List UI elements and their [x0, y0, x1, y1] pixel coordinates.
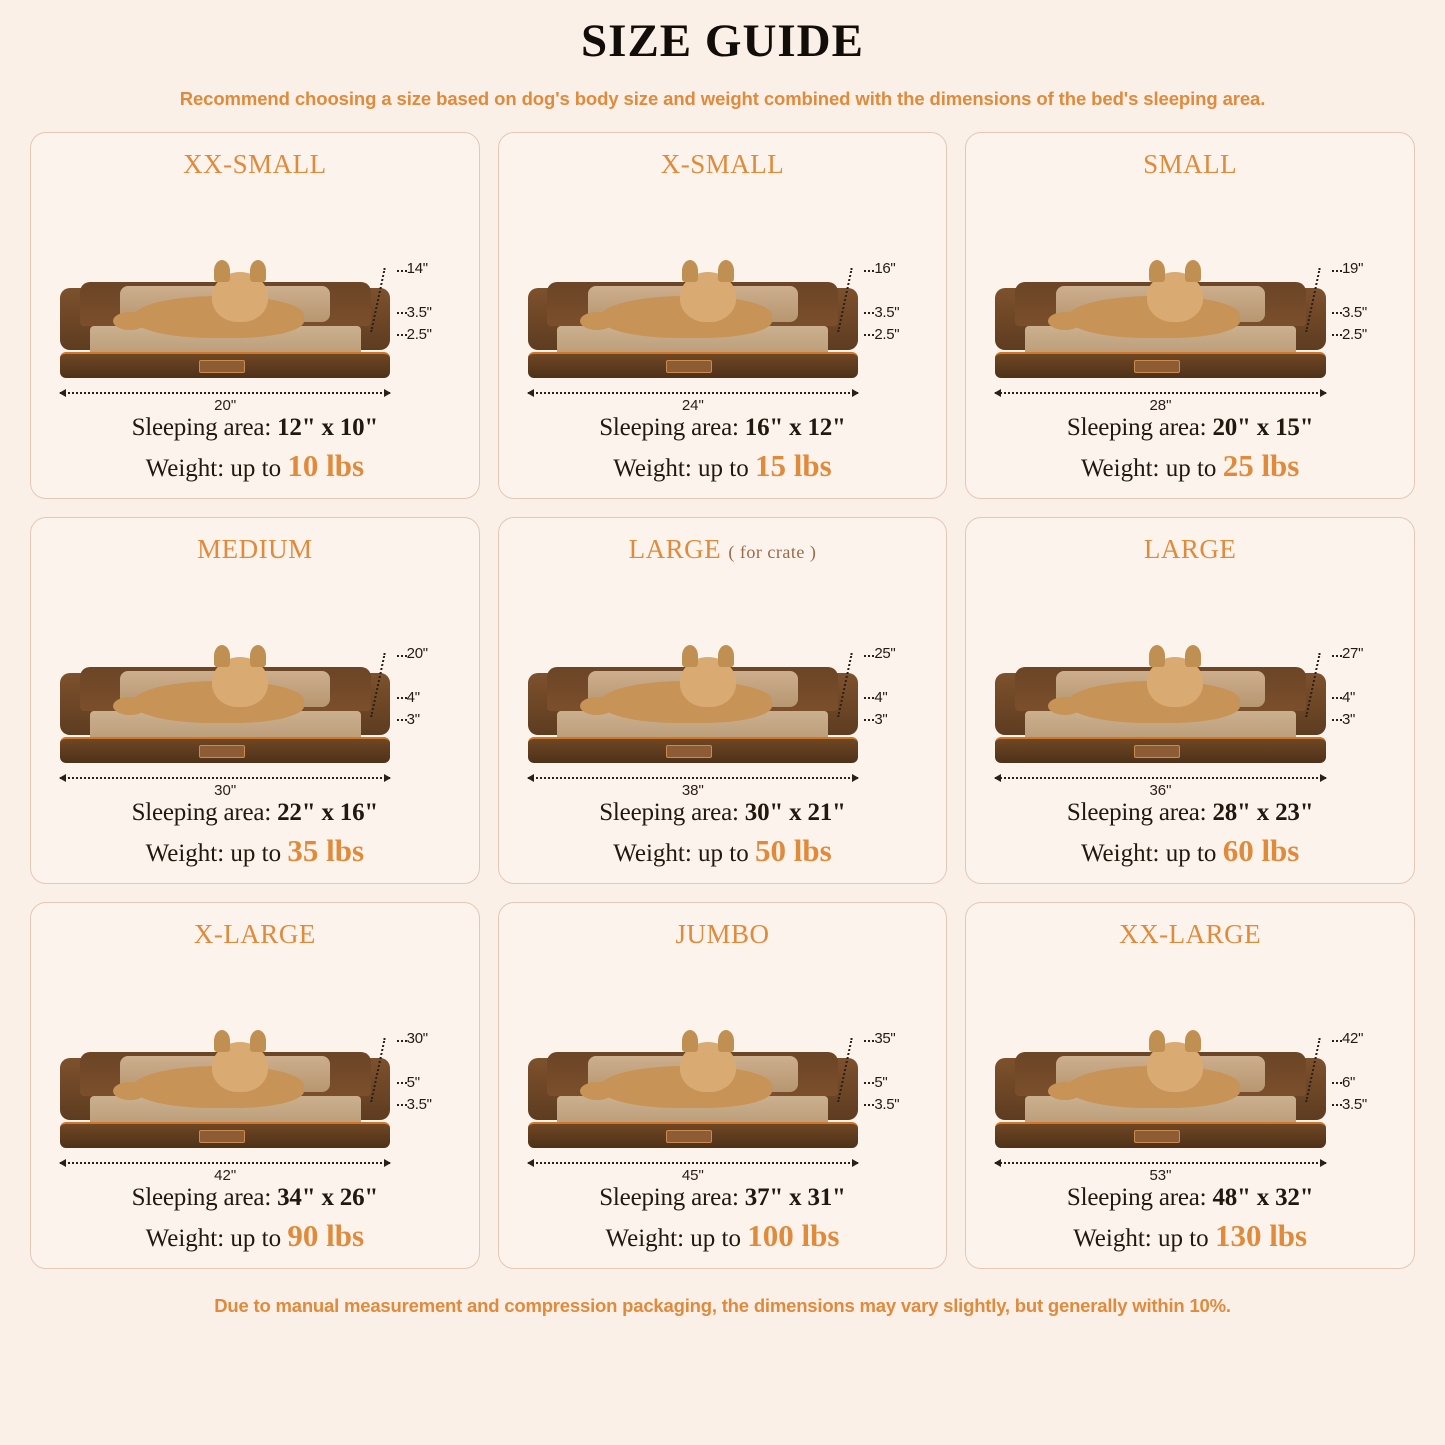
size-card: [965, 517, 1415, 884]
page-subtitle: Recommend choosing a size based on dog's body size and weight combined with the dimensions of the bed's sleeping area.: [179, 87, 1266, 109]
dimension-width-label: [528, 782, 858, 799]
bed-illustration: [43, 569, 467, 797]
animal-ear-left: [1149, 645, 1165, 667]
dimension-tick-mid: [1332, 312, 1342, 314]
animal-ear-right: [718, 645, 734, 667]
dimension-total-height: 30": [406, 1029, 428, 1047]
dimension-width-label: [60, 782, 390, 799]
dimension-width-label: [995, 782, 1325, 799]
height-dimensions: [369, 643, 465, 753]
bed-brand-tag: [199, 360, 245, 373]
size-card-title: [43, 534, 467, 565]
size-name: LARGE: [628, 533, 722, 564]
dimension-total-height: 25": [874, 644, 896, 662]
dog-bed-graphic: [528, 282, 858, 378]
weight-value: 10 lbs: [287, 447, 365, 483]
dimension-width-label: [60, 1167, 390, 1184]
weight-label: Weight: up to: [1080, 839, 1223, 867]
dimension-base-height: 3": [1341, 710, 1356, 728]
weight-label: Weight: up to: [605, 1224, 748, 1252]
animal-ear-right: [718, 1030, 734, 1052]
sleeping-area-label: Sleeping area:: [599, 413, 745, 441]
dimension-mid-height: 4": [406, 688, 420, 706]
bed-base: [995, 737, 1325, 763]
size-card-title: [43, 149, 467, 180]
bed-illustration: [43, 954, 467, 1182]
size-card-specs: [43, 799, 467, 869]
bed-brand-tag: [1134, 745, 1180, 758]
width-dimension-line: [528, 777, 858, 799]
dimension-tick-base: [1332, 719, 1342, 721]
dog-bed-graphic: [528, 1052, 858, 1148]
animal-ear-right: [250, 645, 266, 667]
weight-value: 35 lbs: [287, 832, 365, 868]
size-name: XX-LARGE: [1119, 918, 1262, 949]
weight-line: [511, 833, 935, 869]
animal-ear-right: [718, 260, 734, 282]
dimension-tick-base: [397, 334, 407, 336]
sleeping-area-label: Sleeping area:: [131, 1183, 278, 1211]
animal-head: [680, 272, 736, 322]
bed-illustration: [43, 184, 467, 412]
animal-ear-right: [250, 260, 266, 282]
dog-bed-graphic: [995, 667, 1325, 763]
dimension-mid-height: 5": [406, 1073, 420, 1091]
sleeping-area-line: [978, 799, 1402, 827]
dimension-mid-height: 3.5": [874, 303, 900, 321]
size-card-specs: [43, 414, 467, 484]
weight-label: Weight: up to: [1080, 454, 1223, 482]
dimension-total-height: 19": [1341, 259, 1364, 277]
dog-bed-graphic: [60, 282, 390, 378]
dimension-tick-mid: [864, 1082, 874, 1084]
dimension-tick-mid: [864, 697, 874, 699]
size-card-specs: [978, 1184, 1402, 1254]
animal-ear-right: [250, 1030, 266, 1052]
dimension-base-height: 2.5": [874, 325, 900, 343]
bed-base: [528, 1122, 858, 1148]
dimension-base-height: 2.5": [406, 325, 432, 343]
size-card-specs: [43, 1184, 467, 1254]
dimension-width-label: [528, 397, 858, 414]
animal-head: [212, 1042, 268, 1092]
animal-ear-left: [682, 645, 698, 667]
dimension-tick-total: [1332, 270, 1342, 272]
dimension-leader-line: [370, 268, 414, 332]
animal-head: [680, 1042, 736, 1092]
dimension-width-value: 38": [676, 782, 710, 799]
size-card: [498, 902, 948, 1269]
dimension-total-height: 27": [1341, 644, 1364, 662]
animal-head: [1147, 272, 1203, 322]
height-dimensions: [836, 258, 932, 368]
bed-brand-tag: [199, 745, 245, 758]
dimension-total-height: 16": [874, 259, 896, 277]
size-card: [30, 902, 480, 1269]
sleeping-area-label: Sleeping area:: [1066, 413, 1213, 441]
weight-value: 90 lbs: [287, 1217, 365, 1253]
sleeping-area-value: 12" x 10": [277, 413, 379, 441]
dimension-mid-height: 3.5": [406, 303, 432, 321]
animal-head: [212, 272, 268, 322]
dimension-width-label: [995, 1167, 1325, 1184]
sleeping-area-label: Sleeping area:: [1066, 1183, 1213, 1211]
size-card-specs: [978, 799, 1402, 869]
footer-note: Due to manual measurement and compression packaging, the dimensions may vary slightly, but generally within 10%.: [214, 1294, 1231, 1316]
width-dimension-line: [995, 777, 1325, 799]
animal-ear-right: [1185, 1030, 1201, 1052]
size-card: [498, 132, 948, 499]
bed-brand-tag: [666, 1130, 712, 1143]
sleeping-area-value: 22" x 16": [277, 798, 379, 826]
dimension-leader-line: [1305, 268, 1349, 332]
dimension-tick-base: [864, 334, 874, 336]
dimension-tick-base: [1332, 334, 1342, 336]
dimension-base-height: 3": [874, 710, 888, 728]
size-card-title: [511, 919, 935, 950]
weight-value: 130 lbs: [1214, 1217, 1308, 1253]
dimension-tick-mid: [397, 312, 407, 314]
dimension-width-value: 20": [208, 397, 242, 414]
height-dimensions: [1304, 258, 1400, 368]
width-dimension-line: [528, 392, 858, 414]
animal-head: [1147, 1042, 1203, 1092]
dimension-tick-total: [397, 1040, 407, 1042]
weight-value: 25 lbs: [1222, 447, 1300, 483]
dimension-total-height: 14": [406, 259, 428, 277]
dimension-total-height: 42": [1341, 1029, 1364, 1047]
dimension-tick-base: [397, 1104, 407, 1106]
sleeping-area-line: [511, 1184, 935, 1212]
size-card-specs: [511, 1184, 935, 1254]
animal-ear-left: [682, 260, 698, 282]
sleeping-area-line: [43, 414, 467, 442]
sleeping-area-label: Sleeping area:: [131, 413, 278, 441]
sleeping-area-value: 16" x 12": [744, 413, 846, 441]
dimension-width-value: 28": [1143, 397, 1177, 414]
size-card-title: [978, 534, 1402, 565]
width-dimension-line: [60, 777, 390, 799]
dimension-leader-line: [838, 1038, 882, 1102]
sleeping-area-line: [978, 414, 1402, 442]
size-card: [30, 517, 480, 884]
size-card: [498, 517, 948, 884]
dimension-total-height: 35": [874, 1029, 896, 1047]
dimension-leader-line: [1305, 653, 1349, 717]
weight-label: Weight: up to: [145, 1224, 288, 1252]
size-name: X-LARGE: [193, 918, 316, 949]
dimension-leader-line: [1305, 1038, 1349, 1102]
sleeping-area-value: 30" x 21": [744, 798, 846, 826]
height-dimensions: [1304, 1028, 1400, 1138]
dimension-base-height: 3": [406, 710, 420, 728]
animal-head: [1147, 657, 1203, 707]
dimension-total-height: 20": [406, 644, 428, 662]
sleeping-area-value: 48" x 32": [1212, 1183, 1314, 1211]
animal-ear-left: [1149, 260, 1165, 282]
dimension-width-value: 24": [676, 397, 710, 414]
dimension-mid-height: 4": [874, 688, 888, 706]
height-dimensions: [1304, 643, 1400, 753]
dimension-tick-total: [1332, 1040, 1342, 1042]
dimension-width-value: 53": [1143, 1167, 1177, 1184]
dimension-width-value: 42": [208, 1167, 242, 1184]
size-card-specs: [511, 414, 935, 484]
dimension-tick-base: [1332, 1104, 1342, 1106]
dimension-tick-mid: [864, 312, 874, 314]
weight-line: [511, 1218, 935, 1254]
height-dimensions: [836, 1028, 932, 1138]
sleeping-area-label: Sleeping area:: [599, 1183, 745, 1211]
dimension-leader-line: [838, 268, 882, 332]
width-dimension-line: [60, 1162, 390, 1184]
dimension-width-label: [995, 397, 1325, 414]
animal-head: [212, 657, 268, 707]
size-card-title: [978, 149, 1402, 180]
animal-ear-left: [682, 1030, 698, 1052]
dimension-tick-base: [864, 1104, 874, 1106]
size-name: XX-SMALL: [183, 148, 327, 179]
sleeping-area-label: Sleeping area:: [1066, 798, 1213, 826]
height-dimensions: [369, 258, 465, 368]
weight-label: Weight: up to: [613, 839, 756, 867]
dog-bed-graphic: [60, 1052, 390, 1148]
height-dimensions: [836, 643, 932, 753]
bed-illustration: [511, 569, 935, 797]
size-card-specs: [511, 799, 935, 869]
bed-illustration: [511, 954, 935, 1182]
dimension-base-height: 3.5": [874, 1095, 900, 1113]
dimension-tick-mid: [1332, 1082, 1342, 1084]
dog-bed-graphic: [995, 282, 1325, 378]
dimension-tick-mid: [397, 1082, 407, 1084]
weight-line: [43, 833, 467, 869]
bed-illustration: [978, 954, 1402, 1182]
size-name: SMALL: [1143, 148, 1238, 179]
sleeping-area-value: 20" x 15": [1212, 413, 1314, 441]
dimension-leader-line: [838, 653, 882, 717]
weight-line: [511, 448, 935, 484]
dimension-tick-mid: [1332, 697, 1342, 699]
dimension-mid-height: 5": [874, 1073, 888, 1091]
sleeping-area-value: 34" x 26": [277, 1183, 379, 1211]
page-title: SIZE GUIDE: [581, 15, 864, 67]
weight-value: 100 lbs: [747, 1217, 840, 1253]
bed-illustration: [511, 184, 935, 412]
dimension-leader-line: [370, 653, 414, 717]
weight-line: [978, 1218, 1402, 1254]
size-card-title: [511, 534, 935, 565]
weight-line: [978, 448, 1402, 484]
size-card: [30, 132, 480, 499]
sleeping-area-value: 28" x 23": [1212, 798, 1314, 826]
weight-label: Weight: up to: [1073, 1224, 1215, 1252]
bed-base: [528, 352, 858, 378]
animal-ear-left: [214, 645, 230, 667]
bed-base: [60, 1122, 390, 1148]
animal-ear-left: [1149, 1030, 1165, 1052]
animal-ear-right: [1185, 260, 1201, 282]
bed-brand-tag: [199, 1130, 245, 1143]
size-card: [965, 902, 1415, 1269]
size-name-suffix: ( for crate ): [728, 541, 817, 562]
dimension-mid-height: 3.5": [1341, 303, 1367, 321]
bed-brand-tag: [1134, 1130, 1180, 1143]
dimension-base-height: 3.5": [406, 1095, 432, 1113]
bed-base: [60, 352, 390, 378]
weight-line: [43, 1218, 467, 1254]
size-name: X-SMALL: [660, 148, 785, 179]
animal-ear-right: [1185, 645, 1201, 667]
dimension-tick-total: [397, 270, 407, 272]
size-card: [965, 132, 1415, 499]
size-card-title: [511, 149, 935, 180]
dimension-mid-height: 4": [1341, 688, 1356, 706]
weight-value: 15 lbs: [755, 447, 832, 483]
dimension-mid-height: 6": [1341, 1073, 1356, 1091]
bed-base: [528, 737, 858, 763]
bed-illustration: [978, 569, 1402, 797]
weight-line: [978, 833, 1402, 869]
dimension-leader-line: [370, 1038, 414, 1102]
weight-label: Weight: up to: [145, 839, 288, 867]
dimension-tick-total: [864, 655, 874, 657]
size-card-specs: [978, 414, 1402, 484]
size-card-grid: [22, 132, 1423, 1269]
sleeping-area-line: [43, 1184, 467, 1212]
sleeping-area-label: Sleeping area:: [131, 798, 278, 826]
dimension-tick-total: [1332, 655, 1342, 657]
dimension-tick-base: [864, 719, 874, 721]
dimension-base-height: 2.5": [1341, 325, 1367, 343]
bed-base: [60, 737, 390, 763]
sleeping-area-line: [978, 1184, 1402, 1212]
dimension-width-label: [60, 397, 390, 414]
dimension-tick-mid: [397, 697, 407, 699]
weight-line: [43, 448, 467, 484]
weight-label: Weight: up to: [613, 454, 756, 482]
dimension-tick-base: [397, 719, 407, 721]
dimension-width-label: [528, 1167, 858, 1184]
size-name: LARGE: [1143, 533, 1237, 564]
dog-bed-graphic: [528, 667, 858, 763]
sleeping-area-line: [511, 799, 935, 827]
dimension-width-value: 45": [676, 1167, 710, 1184]
sleeping-area-line: [511, 414, 935, 442]
bed-brand-tag: [666, 360, 712, 373]
size-card-title: [43, 919, 467, 950]
size-card-title: [978, 919, 1402, 950]
sleeping-area-label: Sleeping area:: [599, 798, 745, 826]
width-dimension-line: [60, 392, 390, 414]
weight-value: 60 lbs: [1222, 832, 1300, 868]
width-dimension-line: [528, 1162, 858, 1184]
width-dimension-line: [995, 1162, 1325, 1184]
animal-ear-left: [214, 260, 230, 282]
animal-ear-left: [214, 1030, 230, 1052]
size-name: JUMBO: [675, 918, 770, 949]
bed-illustration: [978, 184, 1402, 412]
weight-label: Weight: up to: [145, 454, 288, 482]
dog-bed-graphic: [995, 1052, 1325, 1148]
dimension-tick-total: [864, 1040, 874, 1042]
dimension-tick-total: [397, 655, 407, 657]
height-dimensions: [369, 1028, 465, 1138]
dimension-width-value: 36": [1143, 782, 1177, 799]
dog-bed-graphic: [60, 667, 390, 763]
bed-base: [995, 352, 1325, 378]
width-dimension-line: [995, 392, 1325, 414]
weight-value: 50 lbs: [755, 832, 832, 868]
sleeping-area-line: [43, 799, 467, 827]
bed-brand-tag: [666, 745, 712, 758]
size-name: MEDIUM: [197, 533, 313, 564]
dimension-tick-total: [864, 270, 874, 272]
dimension-base-height: 3.5": [1341, 1095, 1367, 1113]
bed-base: [995, 1122, 1325, 1148]
animal-head: [680, 657, 736, 707]
sleeping-area-value: 37" x 31": [744, 1183, 846, 1211]
dimension-width-value: 30": [208, 782, 242, 799]
bed-brand-tag: [1134, 360, 1180, 373]
